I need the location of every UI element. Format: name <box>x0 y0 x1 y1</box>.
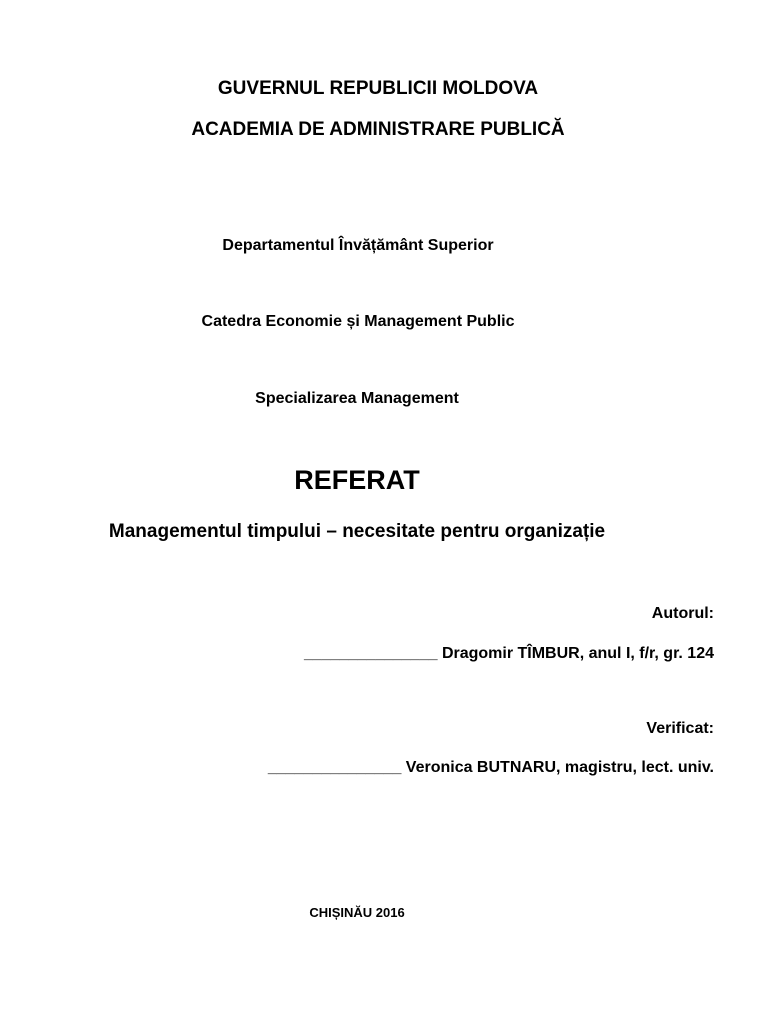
city-year: CHIȘINĂU 2016 <box>309 905 405 920</box>
department-name: Departamentul Învățământ Superior <box>222 237 494 254</box>
author-signature-line: _______________ Dragomir TÎMBUR, anul I, f/r, gr. 124 <box>304 645 714 662</box>
verifier-signature-line: _______________ Veronica BUTNARU, magistru, lect. univ. <box>267 759 714 776</box>
government-title: GUVERNUL REPUBLICII MOLDOVA <box>217 78 539 99</box>
verifier-label: Verificat: <box>646 720 714 737</box>
author-label: Autorul: <box>651 605 714 622</box>
document-subject: Managementul timpului – necesitate pentru organizație <box>108 521 606 542</box>
chair-name: Catedra Economie și Management Public <box>201 313 515 330</box>
specialization-name: Specializarea Management <box>255 390 459 407</box>
academy-title: ACADEMIA DE ADMINISTRARE PUBLICĂ <box>191 119 565 140</box>
document-type-title: REFERAT <box>294 465 420 495</box>
